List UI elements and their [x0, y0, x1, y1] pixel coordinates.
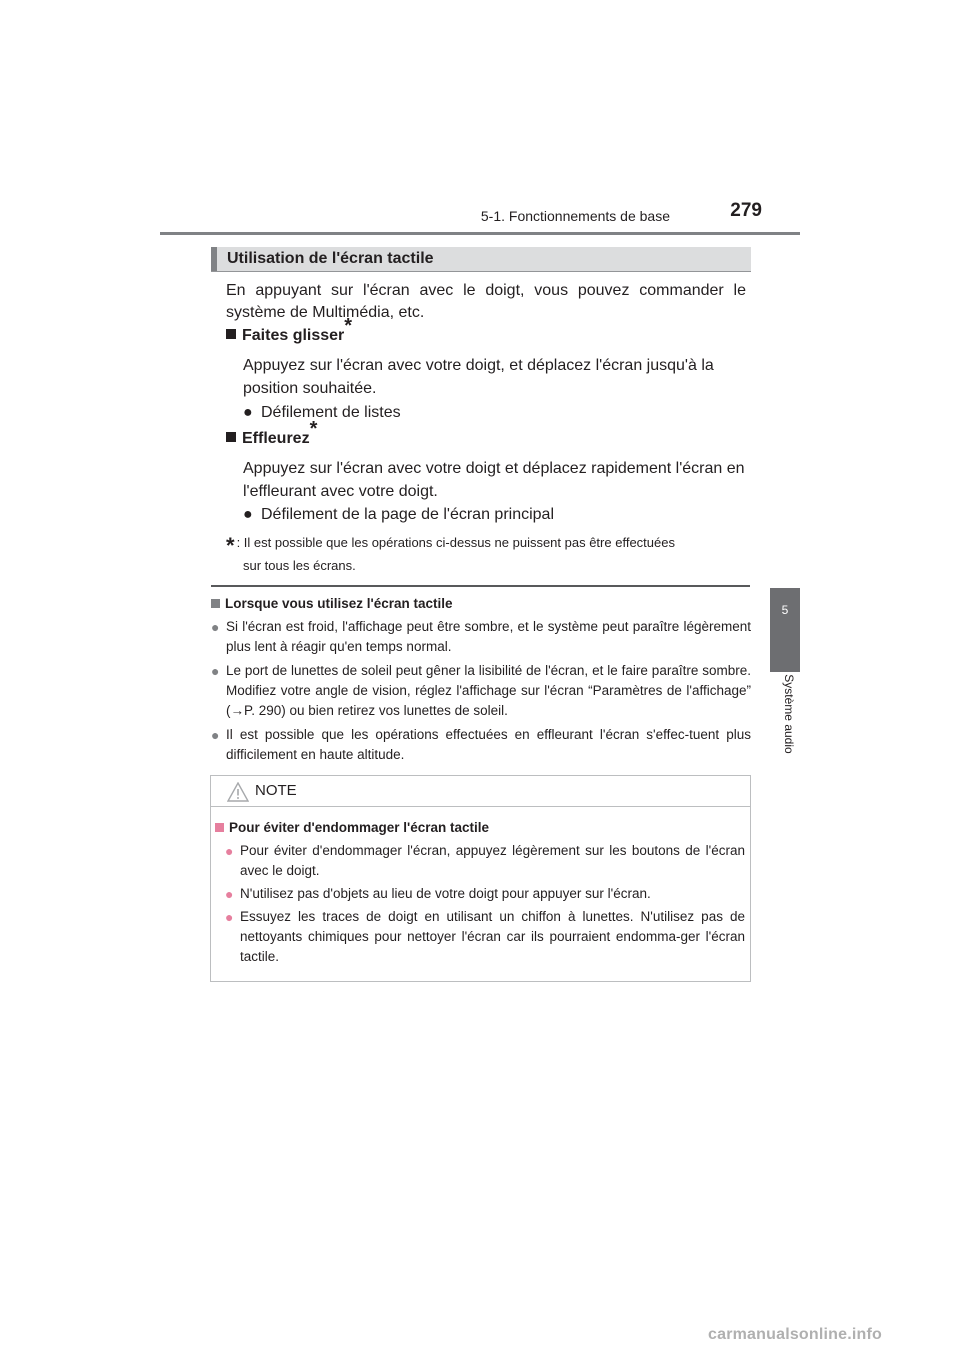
subheading-text: Faites glisser — [242, 327, 345, 344]
subheading-faites-glisser — [226, 314, 353, 345]
section-title: Utilisation de l'écran tactile — [227, 250, 434, 267]
note-item-text: N'utilisez pas d'objets au lieu de votre doigt pour appuyer sur l'écran. — [240, 886, 651, 901]
square-marker — [215, 823, 224, 832]
bullet-dot-icon: ● — [211, 727, 220, 743]
note-item-text: Essuyez les traces de doigt en utilisant un chiffon à lunettes. N'utilisez pas de nettoyants chimiques pour nettoyer l'écran car ils pourraient endomma-ger l'écran tactile. — [240, 909, 745, 964]
warning-triangle-icon — [227, 782, 249, 802]
bullet-text: Défilement de listes — [261, 404, 401, 421]
chapter-number: 5 — [781, 603, 789, 617]
note-item — [225, 884, 745, 904]
description-faites-glisser: Appuyez sur l'écran avec votre doigt, et déplacez l'écran jusqu'à la position souhaitée. — [243, 357, 714, 397]
header-rule — [160, 232, 800, 235]
chapter-title-vertical: Système audio — [782, 674, 796, 754]
info-item — [211, 661, 751, 721]
info-item-text: Il est possible que les opérations effectuées en effleurant l'écran s'effec-tuent plus difficilement en haute altitude. — [226, 727, 751, 762]
note-header — [211, 776, 750, 807]
watermark: carmanualsonline.info — [708, 1326, 883, 1343]
bullet-dot-icon: ● — [243, 404, 253, 421]
footnote-marker: * — [226, 533, 235, 558]
footnote-line-2: sur tous les écrans. — [243, 558, 356, 573]
note-item — [225, 841, 745, 881]
info-title — [211, 596, 453, 611]
section-intro: En appuyant sur l'écran avec le doigt, vous pouvez commander le système de Multimédia, etc. — [226, 282, 746, 321]
bullet-item — [243, 506, 554, 524]
square-marker — [226, 329, 236, 339]
footnote — [226, 533, 748, 576]
bullet-dot-icon: ● — [225, 909, 234, 925]
bullet-dot-icon: ● — [211, 619, 220, 635]
note-box — [210, 775, 751, 982]
info-item-text: Si l'écran est froid, l'affichage peut être sombre, et le système peut paraître légèrement plus lent à réagir qu'en temps normal. — [226, 619, 751, 654]
section-divider — [211, 585, 750, 587]
note-item — [225, 907, 745, 967]
info-item — [211, 617, 751, 657]
description-effleurez: Appuyez sur l'écran avec votre doigt et déplacez rapidement l'écran en l'effleurant avec votre doigt. — [243, 460, 745, 500]
bullet-dot-icon: ● — [225, 886, 234, 902]
info-item — [211, 725, 751, 765]
info-title-text: Lorsque vous utilisez l'écran tactile — [225, 596, 453, 611]
note-label: NOTE — [255, 782, 297, 799]
running-header-section: 5-1. Fonctionnements de base — [480, 208, 670, 224]
bullet-item — [243, 404, 401, 422]
footnote-line-1: : Il est possible que les opérations ci-dessus ne puissent pas être effectuées — [236, 535, 675, 550]
square-marker — [211, 599, 220, 608]
bullet-dot-icon: ● — [211, 663, 220, 679]
bullet-dot-icon: ● — [225, 843, 234, 859]
asterisk-marker: * — [309, 417, 318, 440]
subheading-effleurez — [226, 417, 318, 448]
info-item-text: Le port de lunettes de soleil peut gêner la lisibilité de l'écran, et le faire paraître sombre. Modifiez votre angle de vision, réglez l'affichage sur l'écran “Paramètres de l'affichage” (→P. 290) ou bien retirez vos lunettes de soleil. — [226, 663, 751, 718]
section-heading — [211, 247, 751, 272]
bullet-text: Défilement de la page de l'écran principal — [261, 506, 555, 523]
note-title-text: Pour éviter d'endommager l'écran tactile — [229, 820, 490, 835]
asterisk-marker: * — [344, 314, 353, 337]
square-marker — [226, 432, 236, 442]
page-number: 279 — [730, 200, 762, 221]
note-item-text: Pour éviter d'endommager l'écran, appuyez légèrement sur les boutons de l'écran avec le doigt. — [240, 843, 745, 878]
note-title — [215, 820, 489, 835]
section-heading-bar — [211, 247, 217, 271]
subheading-text: Effleurez — [242, 430, 310, 447]
bullet-dot-icon: ● — [243, 506, 253, 523]
